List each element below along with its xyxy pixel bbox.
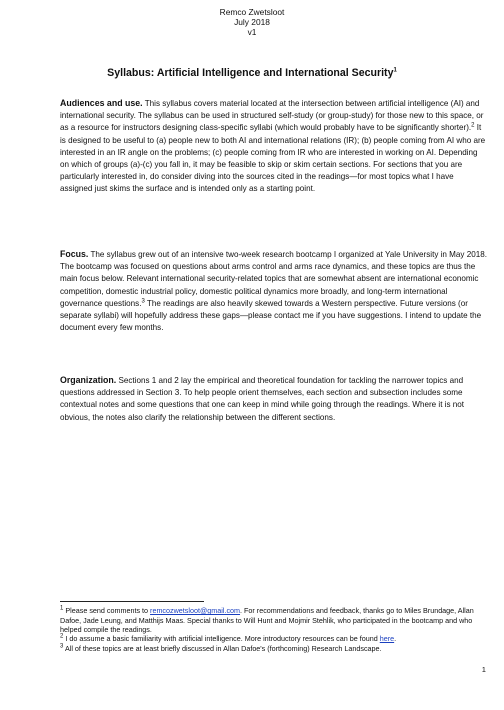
paragraph-focus <box>60 248 488 334</box>
organization-text: Sections 1 and 2 lay the empirical and theoretical foundation for tackling the narrower topics and questions addressed in Section 3. To help people orient themselves, each section and subsection includes some contextual notes and some questions that one can keep in mind while going through the readings. Where it is not obvious, the notes also clarify the relationship between the different sections. <box>60 376 465 422</box>
audiences-text-b: It is designed to be useful to (a) people new to both AI and international relations (IR); (b) people coming from AI who are interested in an IR angle on the problems; (c) people coming from IR who are interested in working on AI. Depending on which of groups (a)-(c) you fall in, it may be feasible to skip or skim certain sections. For sections that you are particularly interested in, do consider diving into the sources cited in the readings—for most topics what I have assigned just skims the surface and is intended only as a starting point. <box>60 123 486 194</box>
footnote-1-mark: 1 <box>60 605 64 612</box>
footnote-divider <box>60 601 204 602</box>
footnote-3-text: All of these topics are at least briefly discussed in Allan Dafoe's (forthcoming) Research Landscape. <box>63 644 382 653</box>
title-text: Syllabus: Artificial Intelligence and International Security <box>107 67 394 79</box>
here-link[interactable]: here <box>379 634 395 643</box>
page-number: 1 <box>481 665 486 674</box>
footnote-3-mark: 3 <box>60 643 64 650</box>
focus-text-a: The syllabus grew out of an intensive two-week research bootcamp I organized at Yale University in May 2018. The bootcamp was focused on questions about arms control and arms race dynamics, and these topics are thus the main focus below. Relevant international security-related topics that are somewhat absent are international economic competition, domestic industrial policy, domestic political dynamics more broadly, and long-term international governance questions. <box>60 250 487 308</box>
document-title <box>0 67 504 80</box>
paragraph-organization <box>60 374 488 424</box>
document-header <box>0 7 504 37</box>
footnote-2 <box>60 634 490 644</box>
footnote-1-text-b: . For recommendations and feedback, thanks go to Miles Brundage, Allan Dafoe, Jade Leung, and Matthijs Maas. Special thanks to Will Hunt and Mojmir Stehlik, who participated in the bootcamp and who helped compile the readings. <box>60 606 474 635</box>
footnote-1-text-a: Please send comments to <box>63 606 151 615</box>
footnote-1 <box>60 606 490 635</box>
footnote-2-mark: 2 <box>60 633 64 640</box>
email-link[interactable]: remcozwetsloot@gmail.com <box>150 606 241 615</box>
heading-focus: Focus. <box>60 249 89 259</box>
footnote-2-text-b: . <box>394 634 397 643</box>
footnote-mark-3[interactable]: 3 <box>141 298 145 305</box>
document-version: v1 <box>247 27 257 37</box>
title-footnote-mark[interactable]: 1 <box>393 67 397 74</box>
focus-text-b: The readings are also heavily skewed towards a Western perspective. Future versions (or separate syllabi) will hopefully address these gaps—please contact me if you have suggestions. I intend to update the document every few months. <box>60 298 482 333</box>
document-date: July 2018 <box>234 17 270 27</box>
paragraph-audiences <box>60 97 488 196</box>
audiences-text-a: This syllabus covers material located at the intersection between artificial intelligence (AI) and international security. The syllabus can be used in structured self-study (or group-study) for those new to this space, or as a resource for instructors designing class-specific syllabi (which would probably have to be significantly shorter). <box>60 99 484 133</box>
footnote-2-text-a: I do assume a basic familiarity with artificial intelligence. More introductory resources can be found <box>63 634 380 643</box>
author-name: Remco Zwetsloot <box>219 7 285 17</box>
footnote-mark-2[interactable]: 2 <box>471 122 475 129</box>
heading-audiences: Audiences and use. <box>60 98 143 108</box>
heading-organization: Organization. <box>60 375 117 385</box>
footnote-3 <box>60 644 490 654</box>
